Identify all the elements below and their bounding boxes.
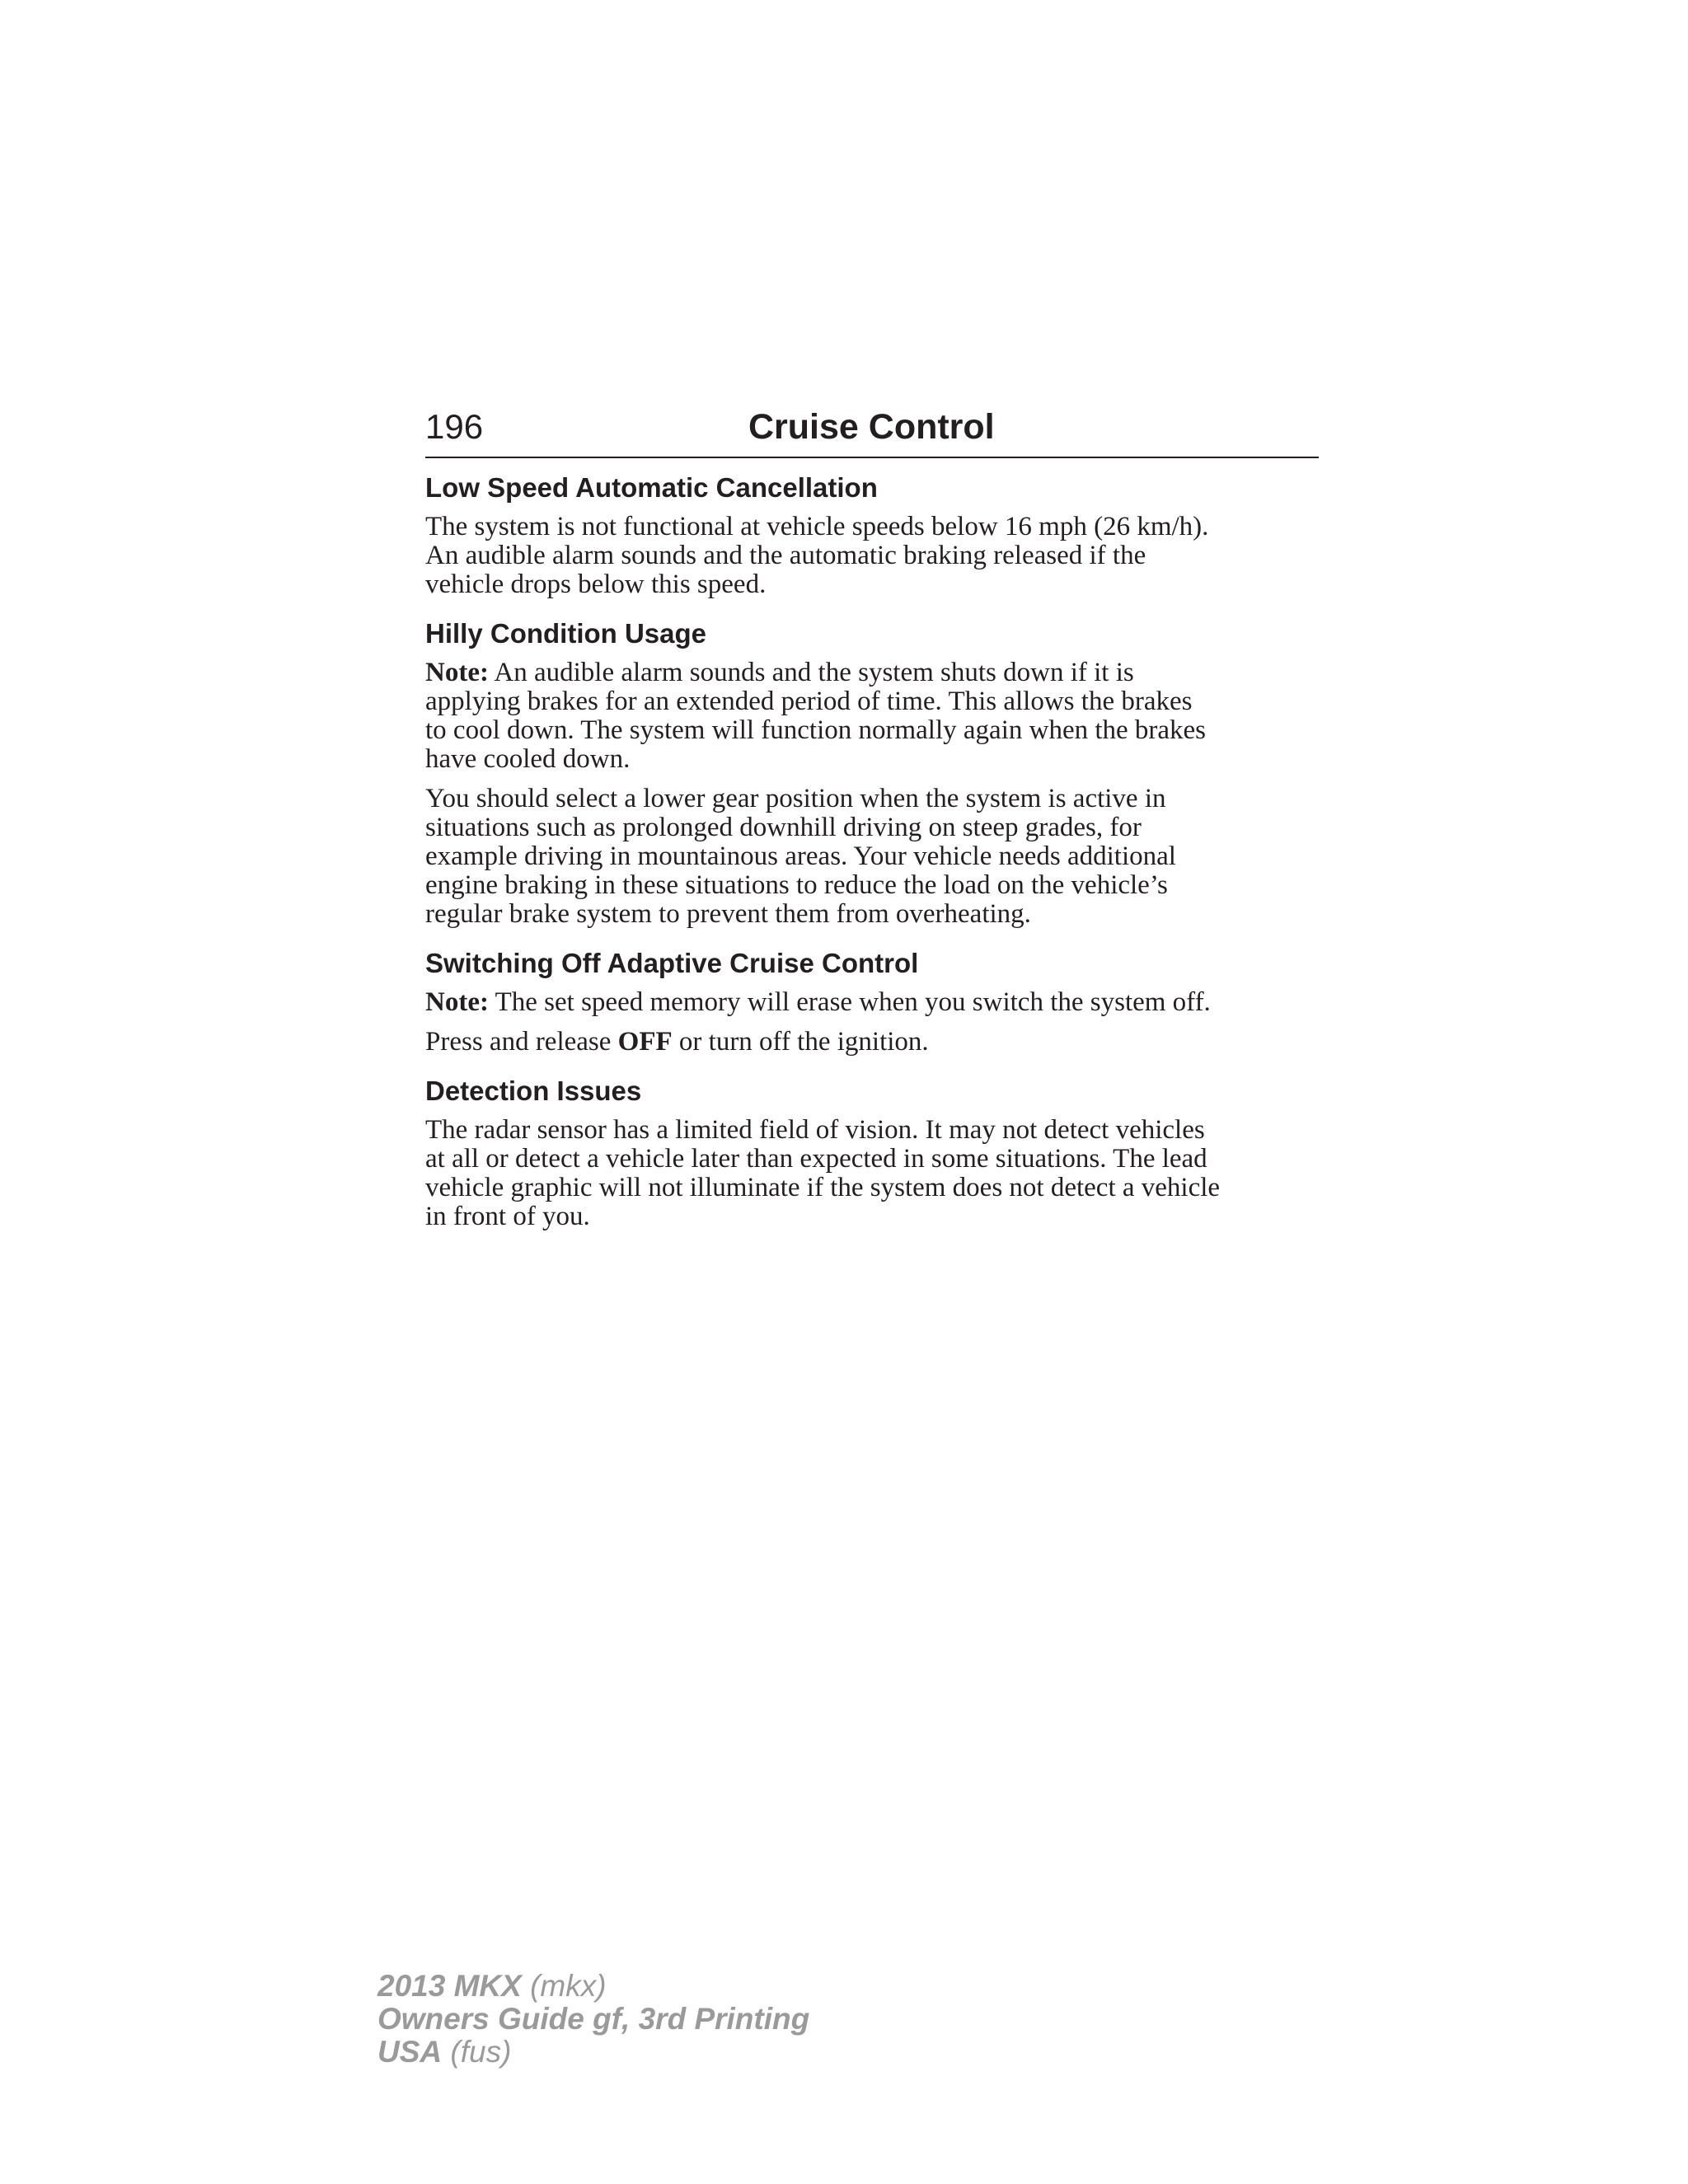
section-heading: Switching Off Adaptive Cruise Control [425, 948, 919, 978]
note-label: Note: [425, 658, 489, 687]
footer-model-code: (mkx) [521, 1969, 607, 2003]
text-line: vehicle drops below this speed. [425, 569, 767, 599]
section-detection-issues [425, 1075, 1319, 1231]
text-line: An audible alarm sounds and the automatic braking released if the [425, 541, 1146, 570]
text-line: to cool down. The system will function normally again when the brakes [425, 715, 1207, 745]
note-paragraph [425, 988, 1319, 1017]
page-number: 196 [425, 407, 484, 446]
text-line: situations such as prolonged downhill driving on steep grades, for [425, 813, 1142, 842]
text-line: vehicle graphic will not illuminate if the system does not detect a vehicle [425, 1173, 1221, 1202]
text-line: example driving in mountainous areas. Your vehicle needs additional [425, 841, 1176, 871]
paragraph [425, 1028, 1319, 1057]
paragraph [425, 785, 1319, 929]
text-line: engine braking in these situations to reduce the load on the vehicle’s [425, 870, 1168, 900]
text-line: An audible alarm sounds and the system shuts down if it is [488, 658, 1134, 687]
text-line: have cooled down. [425, 744, 631, 774]
section-heading: Detection Issues [425, 1076, 642, 1106]
section-low-speed-cancellation [425, 471, 1319, 599]
footer-model: 2013 MKX [377, 1969, 522, 2003]
note-label: Note: [425, 987, 489, 1017]
text-fragment: Press and release [425, 1027, 618, 1057]
page-content [425, 458, 1319, 1231]
page-header [425, 404, 1319, 458]
paragraph [425, 1116, 1319, 1231]
manual-page [425, 404, 1319, 1249]
section-hilly-condition-usage [425, 617, 1319, 929]
section-heading: Low Speed Automatic Cancellation [425, 472, 878, 503]
off-button-label: OFF [617, 1027, 673, 1057]
chapter-title: Cruise Control [748, 407, 995, 447]
text-line: The set speed memory will erase when you switch the system off. [488, 987, 1211, 1017]
footer-market: USA [377, 2035, 443, 2069]
text-line: at all or detect a vehicle later than expected in some situations. The lead [425, 1144, 1207, 1174]
text-line: in front of you. [425, 1202, 590, 1231]
print-footer [377, 1970, 809, 2069]
footer-printing: Owners Guide gf, 3rd Printing [377, 2002, 810, 2036]
section-switching-off-acc [425, 947, 1319, 1057]
footer-market-code: (fus) [442, 2035, 512, 2069]
note-paragraph [425, 658, 1319, 774]
text-line: regular brake system to prevent them from overheating. [425, 899, 1031, 929]
paragraph [425, 513, 1319, 599]
text-line: applying brakes for an extended period of time. This allows the brakes [425, 687, 1193, 716]
text-line: You should select a lower gear position when the system is active in [425, 784, 1166, 813]
text-line: The radar sensor has a limited field of vision. It may not detect vehicles [425, 1115, 1205, 1145]
text-fragment: or turn off the ignition. [672, 1027, 929, 1057]
section-heading: Hilly Condition Usage [425, 618, 707, 649]
text-line: The system is not functional at vehicle speeds below 16 mph (26 km/h). [425, 512, 1209, 541]
